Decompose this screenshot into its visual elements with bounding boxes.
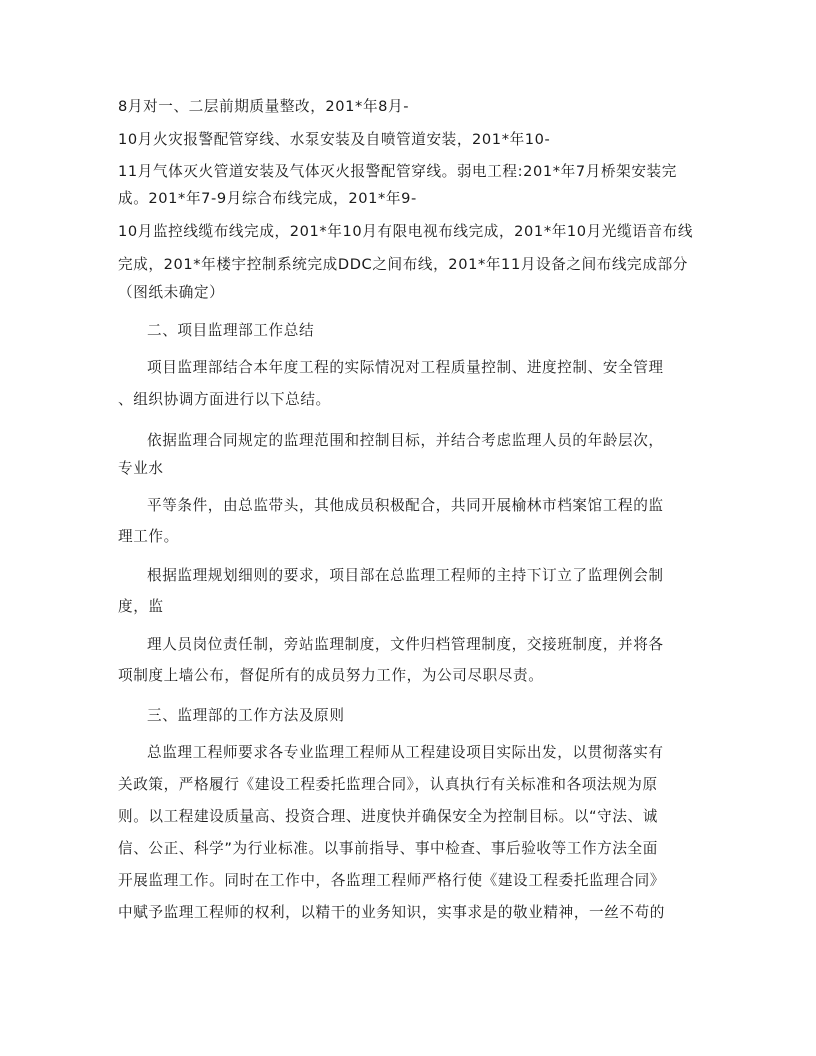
body-text-line: 理人员岗位责任制，旁站监理制度，文件归档管理制度，交接班制度，并将各 bbox=[147, 636, 664, 653]
body-text-line: 8月对一、二层前期质量整改，201*年8月- bbox=[118, 98, 410, 115]
body-text-line: 理工作。 bbox=[118, 528, 179, 545]
body-text-line: 开展监理工作。同时在工作中，各监理工程师严格行使《建设工程委托监理合同》 bbox=[118, 872, 665, 889]
body-text-line: 度，监 bbox=[118, 598, 164, 615]
body-text-line: 中赋予监理工程师的权利，以精干的业务知识，实事求是的敬业精神，一丝不苟的 bbox=[118, 904, 665, 921]
section-heading: 二、项目监理部工作总结 bbox=[147, 322, 315, 339]
body-text-line: 项目监理部结合本年度工程的实际情况对工程质量控制、进度控制、安全管理 bbox=[147, 359, 664, 376]
body-text-line: 10月火灾报警配管穿线、水泵安装及自喷管道安装，201*年10- bbox=[118, 131, 551, 148]
body-text-line: 成。201*年7-9月综合布线完成，201*年9- bbox=[118, 190, 417, 207]
body-text-line: （图纸未确定） bbox=[118, 284, 225, 301]
body-text-line: 平等条件，由总监带头，其他成员积极配合，共同开展榆林市档案馆工程的监 bbox=[147, 497, 664, 514]
body-text-line: 项制度上墙公布，督促所有的成员努力工作，为公司尽职尽责。 bbox=[118, 667, 544, 684]
body-text-line: 依据监理合同规定的监理范围和控制目标，并结合考虑监理人员的年龄层次， bbox=[147, 432, 664, 449]
section-heading: 三、监理部的工作方法及原则 bbox=[147, 707, 345, 724]
body-text-line: 关政策，严格履行《建设工程委托监理合同》，认真执行有关标准和各项法规为原 bbox=[118, 776, 658, 793]
body-text-line: 总监理工程师要求各专业监理工程师从工程建设项目实际出发，以贯彻落实有 bbox=[147, 744, 664, 761]
body-text-line: 完成，201*年楼宇控制系统完成DDC之间布线，201*年11月设备之间布线完成部分 bbox=[118, 256, 688, 273]
body-text-line: 信、公正、科学”为行业标准。以事前指导、事中检查、事后验收等工作方法全面 bbox=[118, 840, 658, 857]
body-text-line: 10月监控线缆布线完成，201*年10月有限电视布线完成，201*年10月光缆语音布线 bbox=[118, 223, 694, 240]
body-text-line: 则。以工程建设质量高、投资合理、进度快并确保安全为控制目标。以“守法、诚 bbox=[118, 808, 658, 825]
body-text-line: 专业水 bbox=[118, 460, 164, 477]
body-text-line: 根据监理规划细则的要求，项目部在总监理工程师的主持下订立了监理例会制 bbox=[147, 567, 664, 584]
body-text-line: 、组织协调方面进行以下总结。 bbox=[118, 391, 331, 408]
body-text-line: 11月气体灭火管道安装及气体灭火报警配管穿线。弱电工程:201*年7月桥架安装完 bbox=[118, 163, 677, 180]
